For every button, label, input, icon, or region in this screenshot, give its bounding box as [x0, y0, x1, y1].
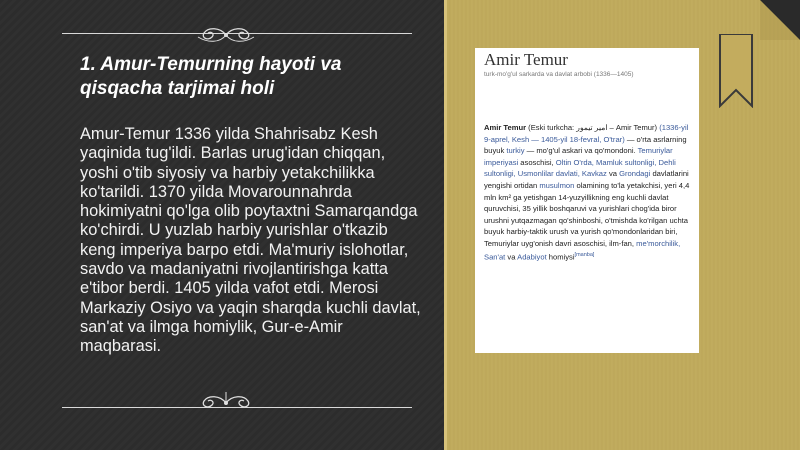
bottom-flourish-icon: [190, 390, 262, 414]
panel-divider: [444, 0, 447, 450]
slide-title: 1. Amur-Temurning hayoti va qisqacha tarjimai holi: [80, 54, 342, 99]
snippet-article-text: Amir Temur (Eski turkcha: امیر تیمور – Amir Temur) (1336-yil 9-aprel, Kesh — 1405-yil 18-fevral, O'trar) — o'rta asrlarning buyuk turkiy — mo'g'ul askari va qo'mondoni. Temuriylar imperiyasi asoschisi, Oltin O'rda, Mamluk sultonligi, Dehli sultonligi, Usmonlilar davlati, Kavkaz va Grondagi davlatlarini yengishi ortidan musulmon olamining to'la yetakchisi, yeri 4,4 mln km² ga yetishgan 14-yuzyillikning eng kuchli davlat quruvchisi, 35 yillik boshqaruvi va yurishlari chog'ida biror urushni yutqazmagan qo'shinboshi, o'tmishda ko'rilgan uchta buyuk harbiy-taktik urush va yurish qo'mondonlaridan biri, Temuriylar uyg'onish davri asoschisi, ilm-fan, me'morchilik, San'at va Adabiyot homiysi[manba]: [484, 123, 690, 262]
slide-body-text: Amur-Temur 1336 yilda Shahrisabz Kesh yaqinida tug'ildi. Barlas urug'idan chiqqan, yoshi o'tib siyosiy va harbiy yetakchilikka ko'tarildi. 1370 yilda Movarounnahrda hokimiyatni qo'lga olib poytaxtni Samarqandga ko'chirdi. U yuzlab harbiy yurishlar o'tkazib keng imperiya barpo etdi. Ma'muriy islohotlar, savdo va madaniyatni rivojlantirishga katta e'tibor berdi. 1405 yilda vafot etdi. Merosi Markaziy Osiyo va yaqin sharqda kuchli davlat, san'at va ilmga homiylik, Gur-e-Amir maqbarasi.: [80, 125, 421, 356]
snippet-subtitle: turk-mo'g'ul sarkarda va davlat arbobi (1336—1405): [484, 71, 634, 78]
snippet-name: Amir Temur: [484, 123, 527, 132]
top-flourish-icon: [190, 24, 262, 46]
corner-fold-icon: [760, 0, 800, 40]
bookmark-ribbon-icon: [718, 34, 754, 108]
snippet-title: Amir Temur: [484, 50, 568, 69]
wikipedia-snippet-image: [475, 48, 699, 353]
